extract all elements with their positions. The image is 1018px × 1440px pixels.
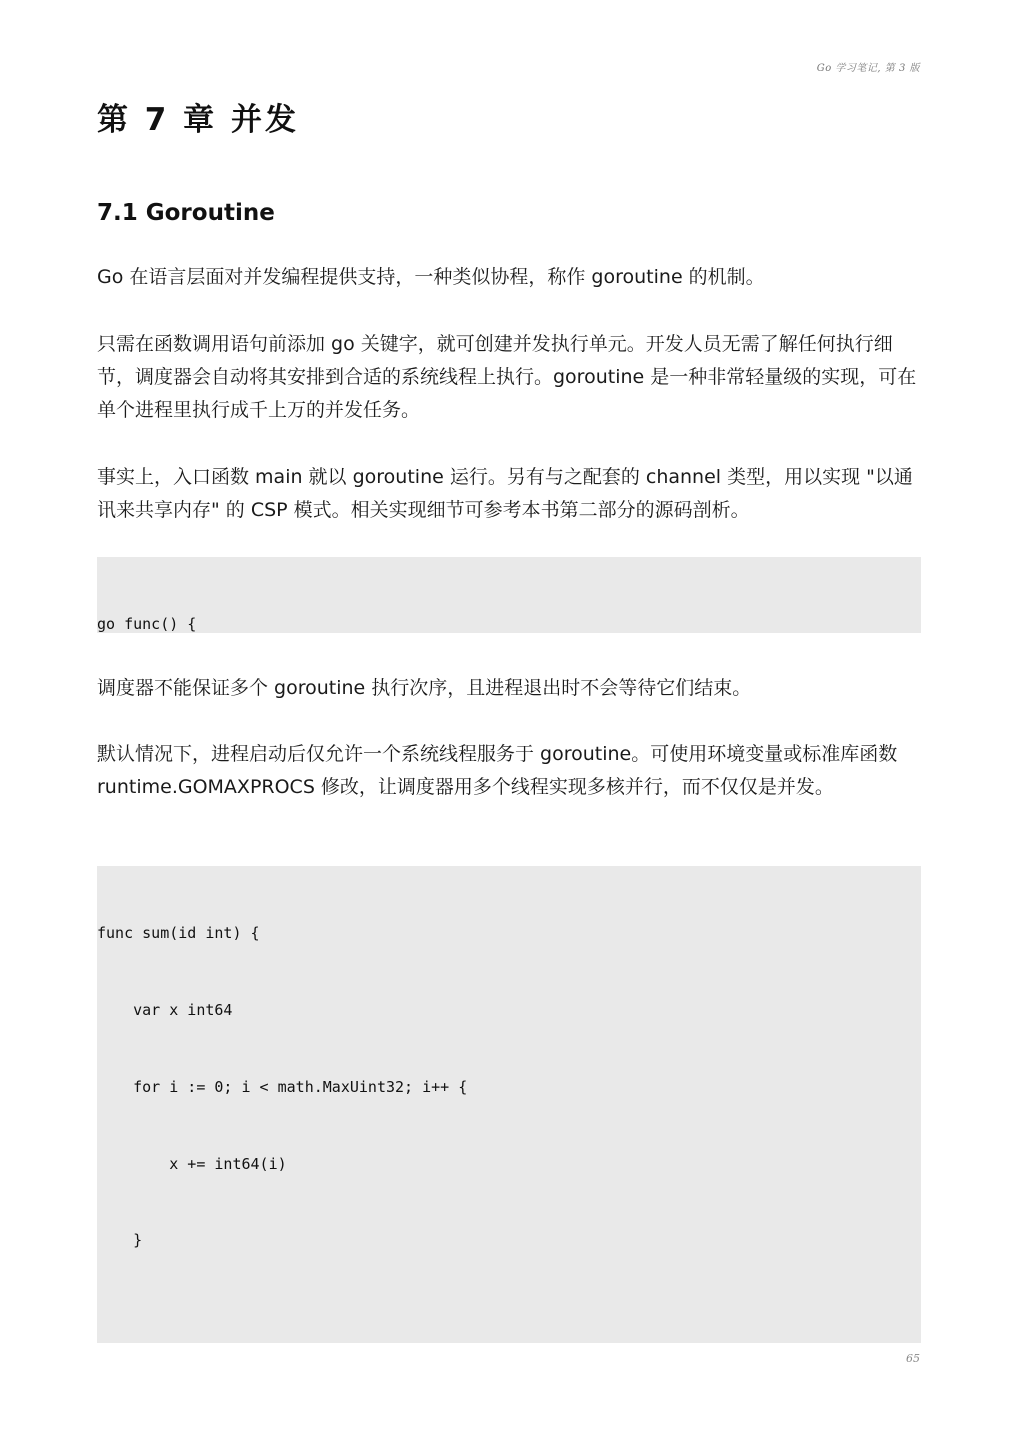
paragraph: Go 在语言层面对并发编程提供支持，一种类似协程，称作 goroutine 的机制。 [97,266,765,288]
chapter-title: 第 7 章 并发 [97,102,299,138]
code-line: func sum(id int) { [97,924,260,943]
code-line: for i := 0; i < math.MaxUint32; i++ { [97,1077,468,1096]
paragraph: 默认情况下，进程启动后仅允许一个系统线程服务于 goroutine。可使用环境变量或标准库函数 runtime.GOMAXPROCS 修改，让调度器用多个线程实现多核并行，而不仅仅是并发。 [97,743,898,798]
paragraph: 事实上，入口函数 main 就以 goroutine 运行。另有与之配套的 channel 类型，用以实现 "以通讯来共享内存" 的 CSP 模式。相关实现细节可参考本书第二部分的源码剖析。 [97,466,913,521]
paragraph: 调度器不能保证多个 goroutine 执行次序，且进程退出时不会等待它们结束。 [97,677,752,699]
section-title: 7.1 Goroutine [97,200,275,226]
running-head: Go 学习笔记, 第 3 版 [816,63,920,74]
code-line [97,1305,921,1331]
code-line: } [97,1231,143,1250]
code-line: go func() { [97,615,197,633]
code-line: var x int64 [97,1000,233,1019]
code-line: x += int64(i) [97,1154,287,1173]
code-block [97,866,921,1343]
code-block [97,557,921,633]
paragraph: 只需在函数调用语句前添加 go 关键字，就可创建并发执行单元。开发人员无需了解任何执行细节，调度器会自动将其安排到合适的系统线程上执行。goroutine 是一种非常轻量级的实现，可在单个进程里执行成千上万的并发任务。 [97,333,917,421]
page-number: 65 [906,1352,920,1365]
